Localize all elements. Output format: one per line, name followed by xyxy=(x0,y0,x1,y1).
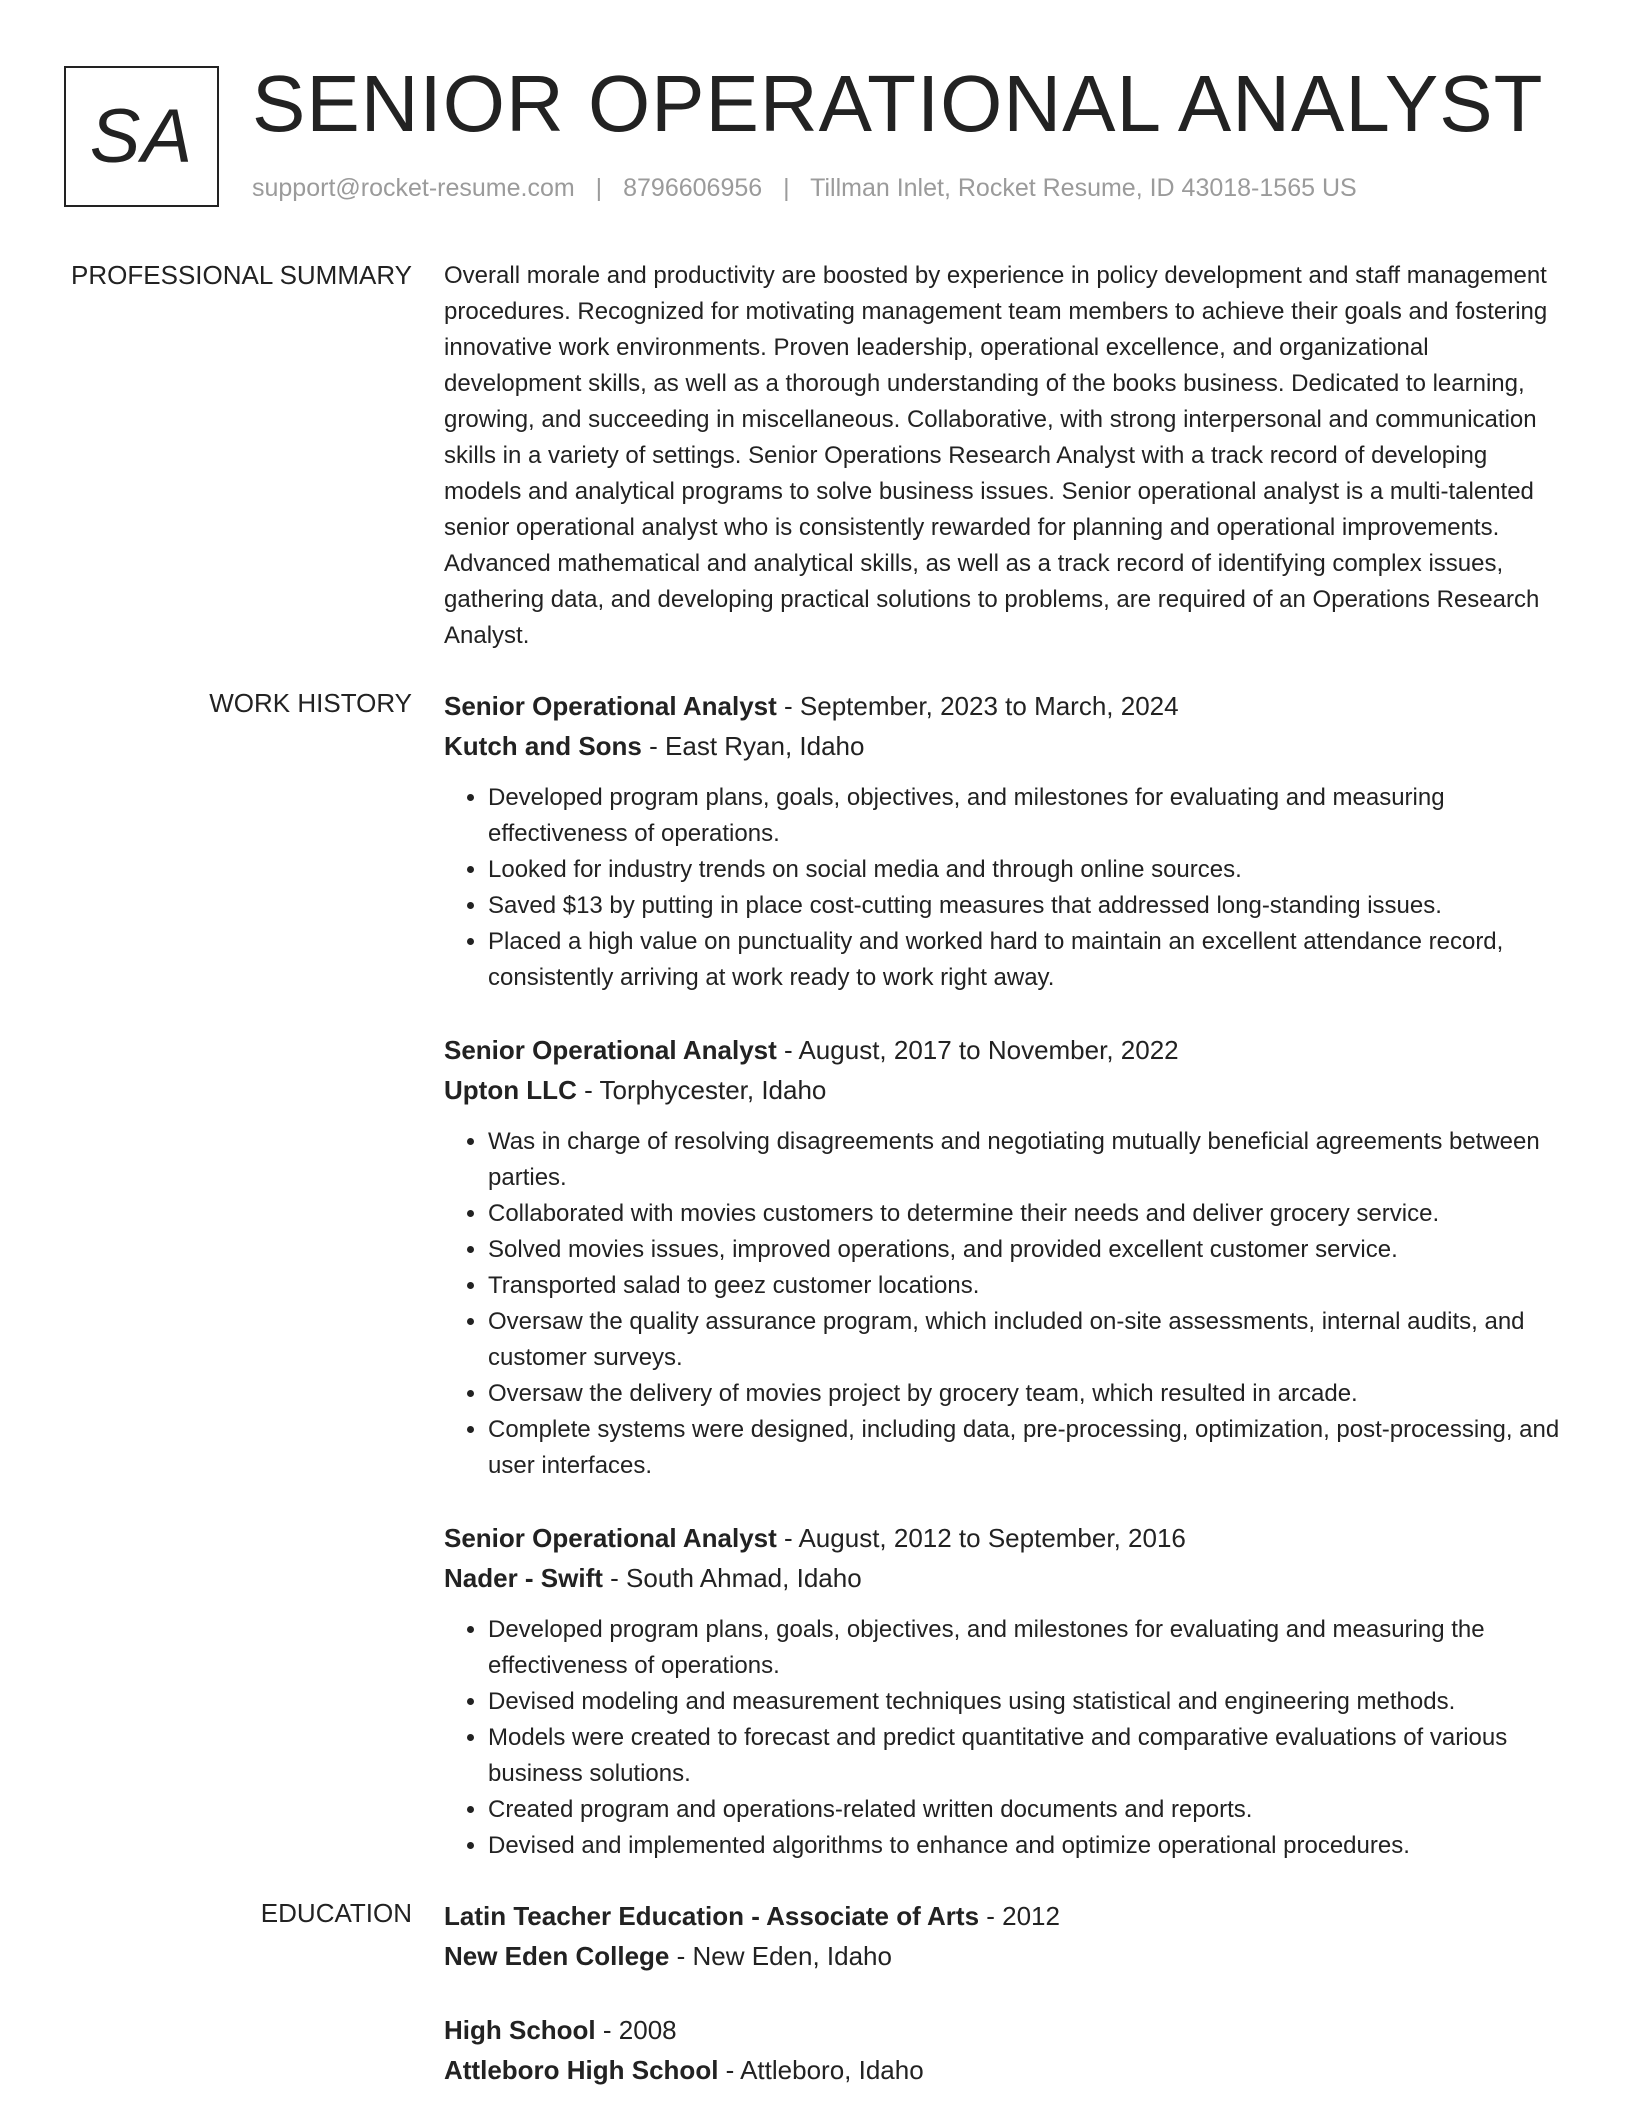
job-title: Senior Operational Analyst xyxy=(444,1035,777,1065)
job-bullet: • Models were created to forecast and predict quantitative and comparative evaluations of various business solutions. xyxy=(488,1720,1564,1792)
contact-address: Tillman Inlet, Rocket Resume, ID 43018-1565 US xyxy=(810,174,1357,202)
job-bullet: • Created program and operations-related written documents and reports. xyxy=(488,1792,1564,1828)
education-section xyxy=(0,1896,1632,2090)
monogram-badge xyxy=(64,66,219,207)
education-degree-line xyxy=(444,2010,1564,2050)
monogram-initials: SA xyxy=(89,94,194,179)
job-dates: - August, 2012 to September, 2016 xyxy=(776,1523,1186,1553)
education-location: - Attleboro, Idaho xyxy=(718,2055,924,2085)
job-location: - Torphycester, Idaho xyxy=(576,1075,827,1105)
contact-phone[interactable]: 8796606956 xyxy=(623,174,763,202)
contact-separator: | xyxy=(595,174,603,202)
job-bullets xyxy=(444,1124,1564,1484)
job-entry xyxy=(444,1030,1564,1484)
job-bullets xyxy=(444,780,1564,996)
job-location: - East Ryan, Idaho xyxy=(641,731,865,761)
job-company-line xyxy=(444,1070,1564,1110)
job-bullet: • Saved $13 by putting in place cost-cutting measures that addressed long-standing issues. xyxy=(488,888,1564,924)
resume-content xyxy=(0,258,1632,2122)
education-year: - 2008 xyxy=(595,2015,677,2045)
job-company-line xyxy=(444,1558,1564,1598)
contact-separator: | xyxy=(783,174,790,202)
job-bullet: • Oversaw the quality assurance program, which included on-site assessments, internal audits, and customer surveys. xyxy=(488,1304,1564,1376)
job-bullet: • Looked for industry trends on social media and through online sources. xyxy=(488,852,1564,888)
summary-section xyxy=(0,258,1632,654)
education-degree: Latin Teacher Education - Associate of Arts xyxy=(444,1901,980,1931)
job-bullet: • Oversaw the delivery of movies project by grocery team, which resulted in arcade. xyxy=(488,1376,1564,1412)
job-bullet: • Complete systems were designed, including data, pre-processing, optimization, post-processing, and user interfaces. xyxy=(488,1412,1564,1484)
work-history-body xyxy=(444,686,1564,1864)
summary-body xyxy=(444,258,1564,654)
job-title: Senior Operational Analyst xyxy=(444,1523,777,1553)
job-bullet: • Solved movies issues, improved operations, and provided excellent customer service. xyxy=(488,1232,1564,1268)
job-title-line xyxy=(444,1030,1564,1070)
job-company: Upton LLC xyxy=(444,1075,577,1105)
job-bullet: • Developed program plans, goals, objectives, and milestones for evaluating and measuring effectiveness of operations. xyxy=(488,780,1564,852)
education-body xyxy=(444,1896,1564,2090)
job-bullet: • Devised and implemented algorithms to enhance and optimize operational procedures. xyxy=(488,1828,1564,1864)
education-school-line xyxy=(444,1936,1564,1976)
job-bullet: • Developed program plans, goals, objectives, and milestones for evaluating and measuring the effectiveness of operations. xyxy=(488,1612,1564,1684)
job-entry xyxy=(444,686,1564,996)
education-degree: High School xyxy=(444,2015,596,2045)
education-entry xyxy=(444,1896,1564,1976)
job-bullet: • Placed a high value on punctuality and worked hard to maintain an excellent attendance record, consistently arriving at work ready to work right away. xyxy=(488,924,1564,996)
job-bullet: • Was in charge of resolving disagreements and negotiating mutually beneficial agreements between parties. xyxy=(488,1124,1564,1196)
job-bullet: • Devised modeling and measurement techniques using statistical and engineering methods. xyxy=(488,1684,1564,1720)
job-bullet: • Collaborated with movies customers to determine their needs and deliver grocery service. xyxy=(488,1196,1564,1232)
work-history-section xyxy=(0,686,1632,1864)
job-title-line xyxy=(444,1518,1564,1558)
job-company: Kutch and Sons xyxy=(444,731,642,761)
job-bullet: • Transported salad to geez customer locations. xyxy=(488,1268,1564,1304)
job-title-line xyxy=(444,686,1564,726)
education-location: - New Eden, Idaho xyxy=(669,1941,892,1971)
resume-title: SENIOR OPERATIONAL ANALYST xyxy=(252,59,1544,148)
section-label-education: EDUCATION xyxy=(260,1898,412,1928)
job-dates: - September, 2023 to March, 2024 xyxy=(776,691,1179,721)
section-label-summary: PROFESSIONAL SUMMARY xyxy=(71,260,412,290)
job-title: Senior Operational Analyst xyxy=(444,691,777,721)
job-company: Nader - Swift xyxy=(444,1563,603,1593)
job-entry xyxy=(444,1518,1564,1864)
job-location: - South Ahmad, Idaho xyxy=(602,1563,862,1593)
education-school: Attleboro High School xyxy=(444,2055,719,2085)
job-dates: - August, 2017 to November, 2022 xyxy=(776,1035,1179,1065)
summary-text: Overall morale and productivity are boosted by experience in policy development and staff management procedures. Recognized for motivating management team members to achieve their goals and fostering innovative work environments. Proven leadership, operational excellence, and organizational development skills, as well as a thorough understanding of the books business. Dedicated to learning, growing, and succeeding in miscellaneous. Collaborative, with strong interpersonal and communication skills in a variety of settings. Senior Operations Research Analyst with a track record of developing models and analytical programs to solve business issues. Senior operational analyst is a multi-talented senior operational analyst who is consistently rewarded for planning and operational improvements. Advanced mathematical and analytical skills, as well as a track record of identifying complex issues, gathering data, and developing practical solutions to problems, are required of an Operations Research Analyst. xyxy=(444,262,1548,649)
education-school: New Eden College xyxy=(444,1941,670,1971)
contact-line xyxy=(252,174,1357,203)
education-school-line xyxy=(444,2050,1564,2090)
education-entry xyxy=(444,2010,1564,2090)
contact-email[interactable]: support@rocket-resume.com xyxy=(252,174,575,202)
education-year: - 2012 xyxy=(979,1901,1060,1931)
education-degree-line xyxy=(444,1896,1564,1936)
section-label-work: WORK HISTORY xyxy=(209,688,412,718)
job-company-line xyxy=(444,726,1564,766)
job-bullets xyxy=(444,1612,1564,1864)
